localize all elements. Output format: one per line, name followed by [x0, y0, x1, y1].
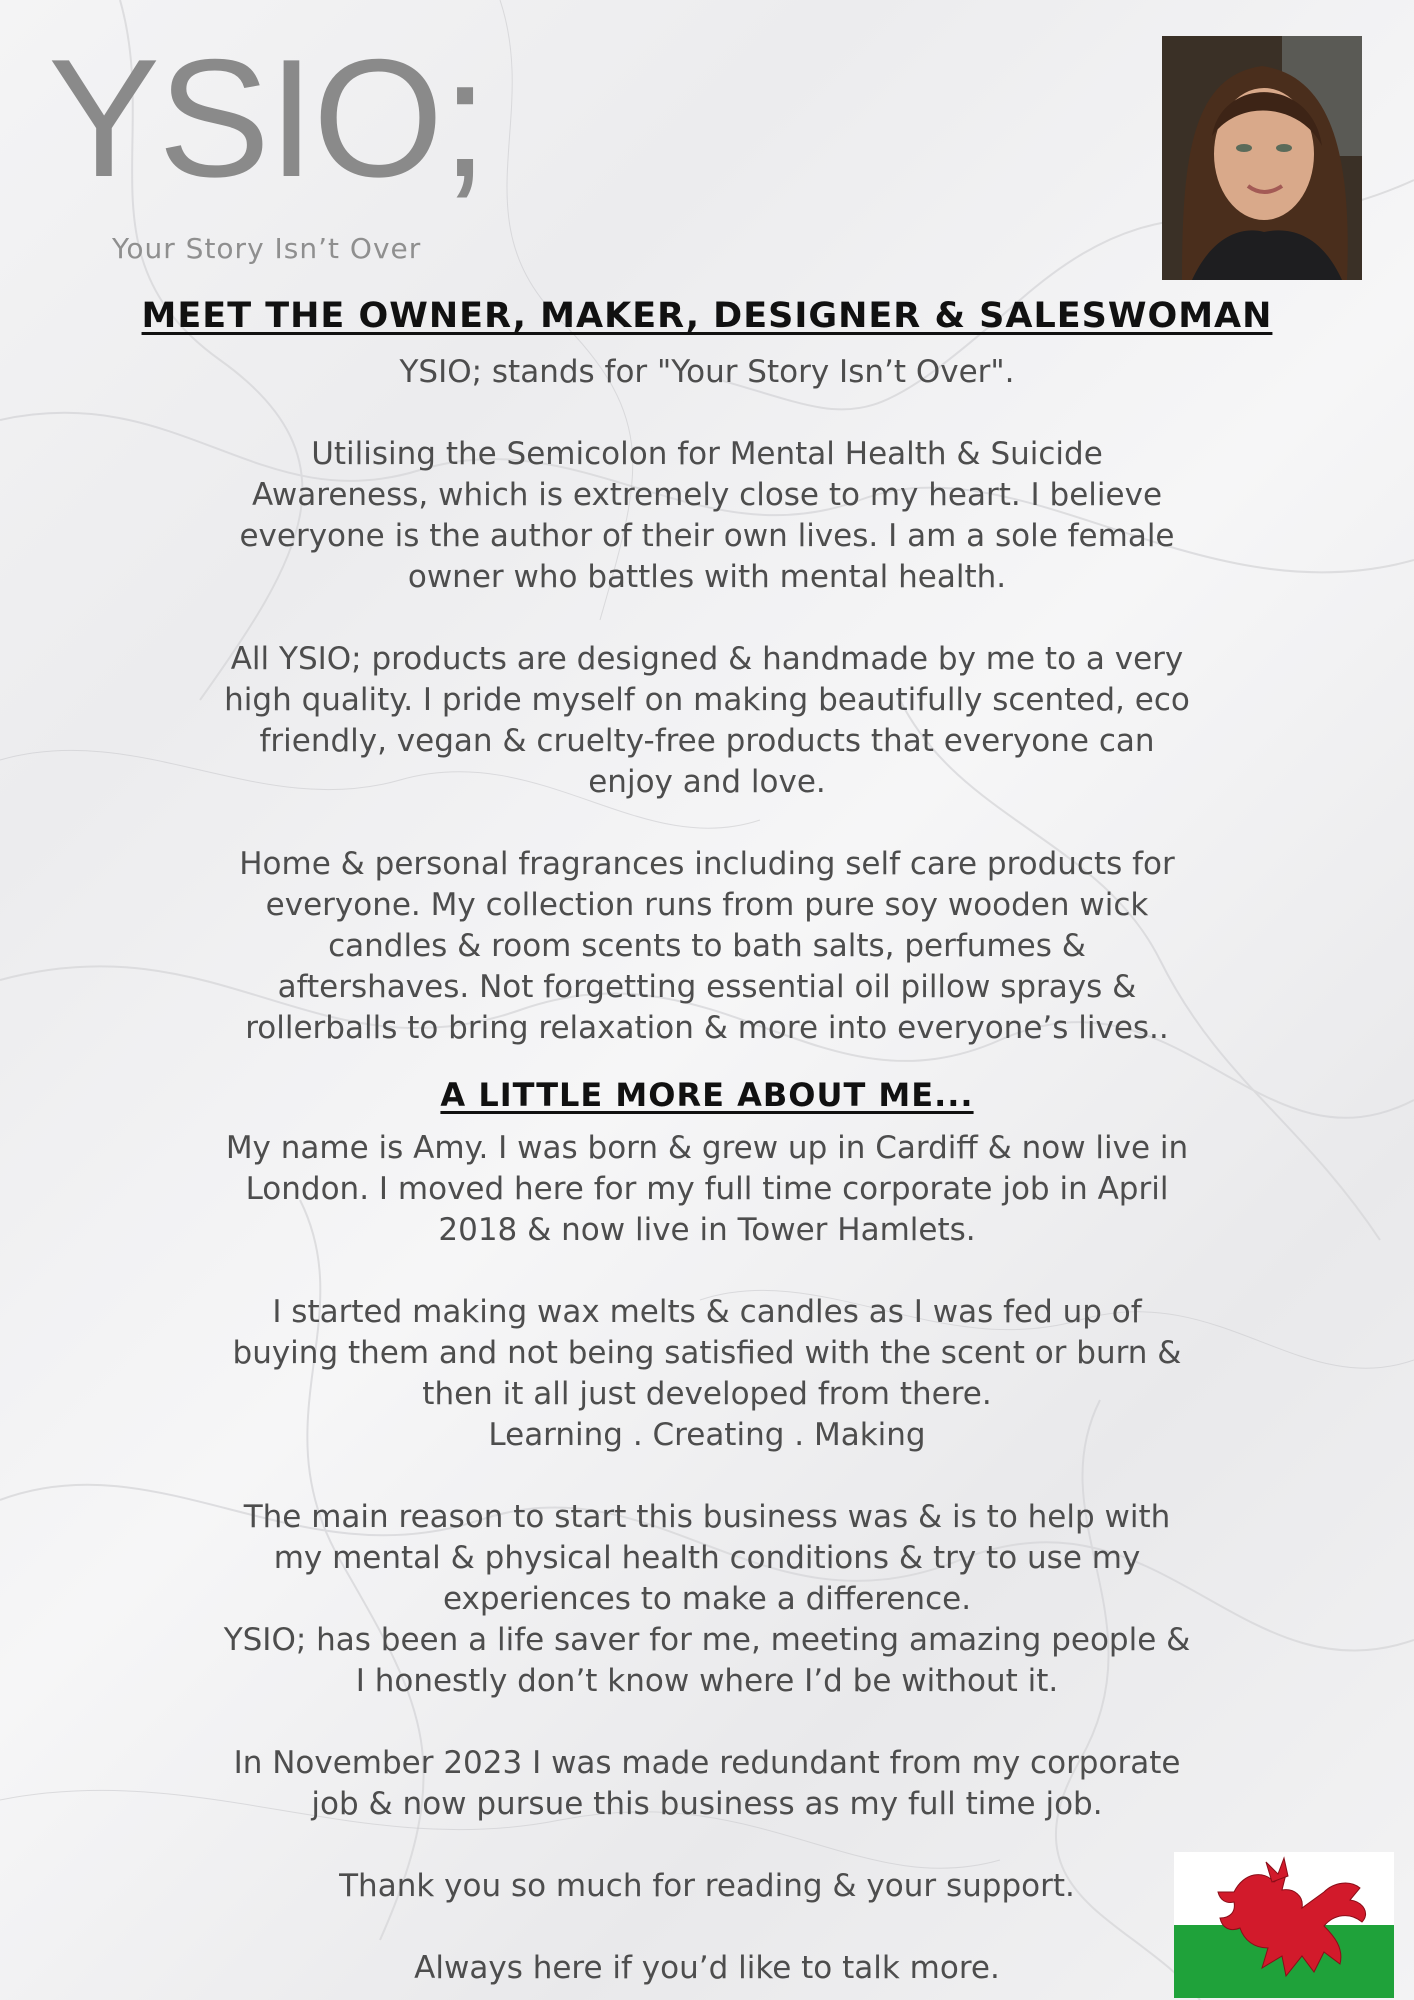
owner-section-body: [40, 352, 1374, 1049]
about-me-heading: A LITTLE MORE ABOUT ME...: [440, 1076, 974, 1114]
owner-portrait-photo: [1162, 36, 1362, 280]
brand-logo: YSIO;: [48, 24, 487, 212]
paragraph: In November 2023 I was made redundant from my corporate job & now pursue this business as my full time job.: [233, 1745, 1181, 1822]
paragraph: My name is Amy. I was born & grew up in Cardiff & now live in London. I moved here for my full time corporate job in April 2018 & now live in Tower Hamlets.: [225, 1130, 1189, 1248]
paragraph: All YSIO; products are designed & handmade by me to a very high quality. I pride myself on making beautifully scented, eco friendly, vegan & cruelty-free products that everyone can enjoy and love.: [224, 641, 1190, 800]
paragraph: Home & personal fragrances including self care products for everyone. My collection runs from pure soy wooden wick candles & room scents to bath salts, perfumes & aftershaves. Not forgetting essential oil pillow sprays & rollerballs to bring relaxation & more into everyone’s lives..: [239, 846, 1175, 1046]
welsh-flag-icon: [1174, 1852, 1394, 1998]
paragraph: Thank you so much for reading & your support.: [339, 1868, 1075, 1904]
brand-tagline: Your Story Isn’t Over: [112, 232, 422, 265]
paragraph: I started making wax melts & candles as I was fed up of buying them and not being satisfied with the scent or burn & then it all just developed from there. Learning . Creating . Making: [232, 1294, 1182, 1453]
paragraph: Utilising the Semicolon for Mental Health & Suicide Awareness, which is extremely close to my heart. I believe everyone is the author of their own lives. I am a sole female owner who battles with mental health.: [239, 436, 1175, 595]
paragraph: Always here if you’d like to talk more.: [414, 1950, 1000, 1986]
paragraph: The main reason to start this business was & is to help with my mental & physical health conditions & try to use my experiences to make a difference. YSIO; has been a life saver for me, meeting amazing people & I honestly don’t know where I’d be without it.: [223, 1499, 1191, 1699]
owner-section-heading: MEET THE OWNER, MAKER, DESIGNER & SALESWOMAN: [141, 296, 1273, 336]
paragraph: YSIO; stands for "Your Story Isn’t Over".: [399, 354, 1015, 390]
